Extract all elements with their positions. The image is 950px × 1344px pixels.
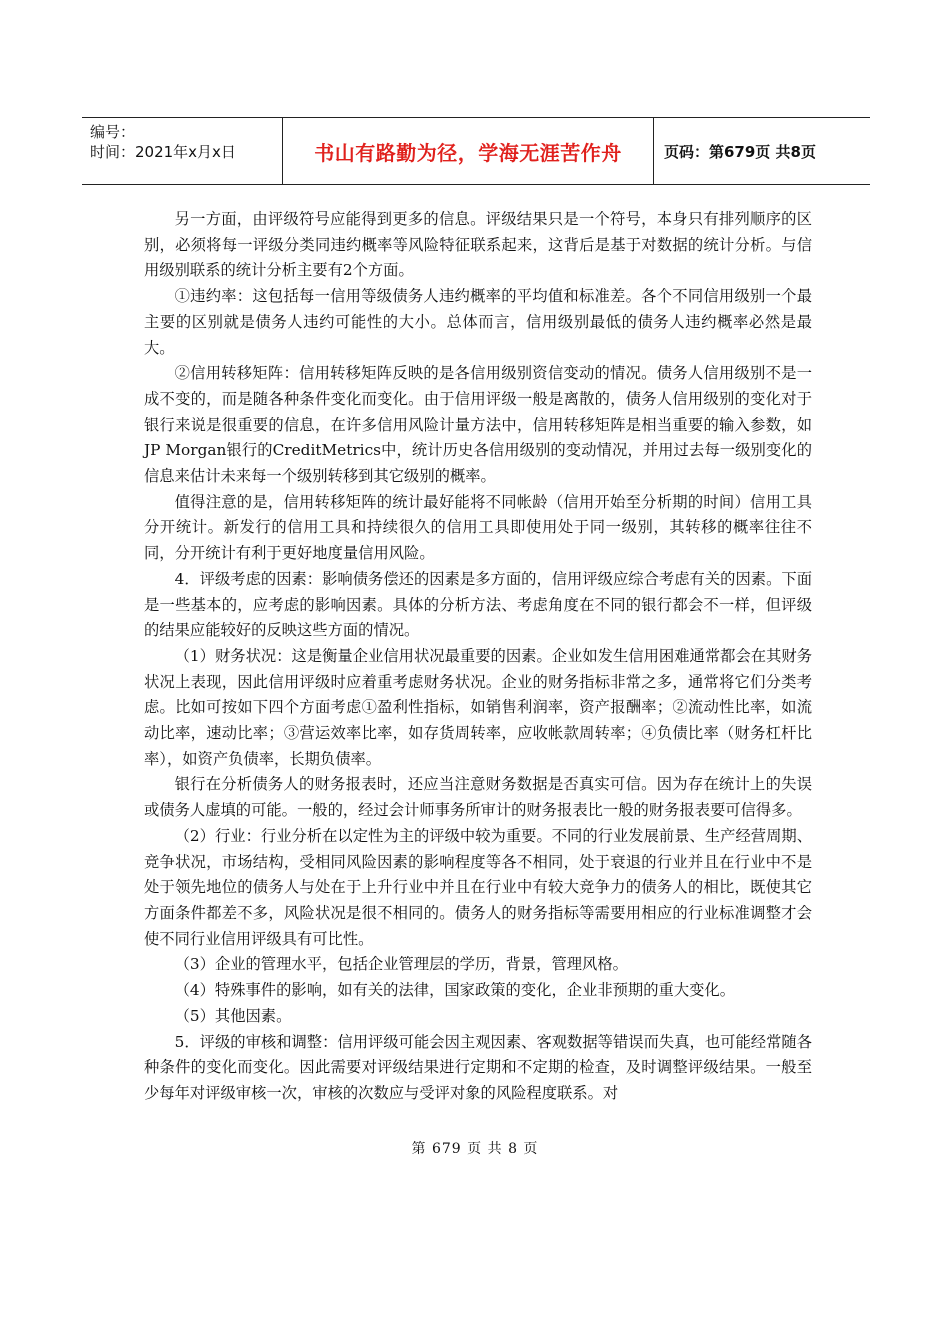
document-time-label: 时间：2021年x月x日 [90,143,236,161]
paragraph: 5．评级的审核和调整：信用评级可能会因主观因素、客观数据等错误而失真，也可能经常随各种条件的变化而变化。因此需要对评级结果进行定期和不定期的检查，及时调整评级结果。一般至少每年对评级审核一次，审核的次数应与受评对象的风险程度联系。对 [144,1032,812,1102]
header-meta [90,122,290,162]
paragraph: （4）特殊事件的影响，如有关的法律，国家政策的变化，企业非预期的重大变化。 [174,981,736,1000]
paragraph: （2）行业：行业分析在以定性为主的评级中较为重要。不同的行业发展前景、生产经营周期、竞争状况，市场结构，受相同风险因素的影响程度等各不相同，处于衰退的行业并且在行业中不是处于领先地位的债务人与处在于上升行业中并且在行业中有较大竞争力的债务人的相比，既使其它方面条件都差不多，风险状况是很不相同的。债务人的财务指标等需要用相应的行业标准调整才会使不同行业信用评级具有可比性。 [144,826,812,948]
paragraph: （3）企业的管理水平，包括企业管理层的学历，背景，管理风格。 [174,955,628,974]
paragraph: （1）财务状况：这是衡量企业信用状况最重要的因素。企业如发生信用困难通常都会在其财务状况上表现，因此信用评级时应着重考虑财务状况。企业的财务指标非常之多，通常将它们分类考虑。比如可按如下四个方面考虑①盈利性指标，如销售利润率，资产报酬率；②流动性比率，如流动比率，速动比率；③营运效率比率，如存货周转率，应收帐款周转率；④负债比率（财务杠杆比率），如资产负债率，长期负债率。 [144,646,812,768]
paragraph: （5）其他因素。 [174,1006,292,1025]
document-body [144,207,812,1107]
paragraph: ②信用转移矩阵：信用转移矩阵反映的是各信用级别资信变动的情况。债务人信用级别不是一成不变的，而是随各种条件变化而变化。由于信用评级一般是离散的，债务人信用级别的变化对于银行来说是很重要的信息，在许多信用风险计量方法中，信用转移矩阵是相当重要的输入参数，如JP Morgan银行的CreditMetrics中，统计历史各信用级别的变动情况，并用过去每一级别变化的信息来估计未来每一个级别转移到其它级别的概率。 [144,364,812,486]
header-motto: 书山有路勤为径，学海无涯苦作舟 [314,140,622,165]
paragraph: 银行在分析债务人的财务报表时，还应当注意财务数据是否真实可信。因为存在统计上的失误或债务人虚填的可能。一般的，经过会计师事务所审计的财务报表比一般的财务报表要可信得多。 [144,775,812,820]
header-motto-cell [282,118,654,184]
paragraph: 4．评级考虑的因素：影响债务偿还的因素是多方面的，信用评级应综合考虑有关的因素。下面是一些基本的，应考虑的影响因素。具体的分析方法、考虑角度在不同的银行都会不一样，但评级的结果应能较好的反映这些方面的情况。 [144,569,812,640]
paragraph: ①违约率：这包括每一信用等级债务人违约概率的平均值和标准差。各个不同信用级别一个最主要的区别就是债务人违约可能性的大小。总体而言，信用级别最低的债务人违约概率必然是最大。 [144,287,812,357]
page-header [82,117,870,185]
paragraph: 值得注意的是，信用转移矩阵的统计最好能将不同帐龄（信用开始至分析期的时间）信用工具分开统计。新发行的信用工具和持续很久的信用工具即使用处于同一级别，其转移的概率往往不同，分开统计有利于更好地度量信用风险。 [144,492,812,563]
page-footer: 第 679 页 共 8 页 [411,1141,539,1157]
header-page-code: 页码：第679页 共8页 [664,142,816,161]
paragraph: 另一方面，由评级符号应能得到更多的信息。评级结果只是一个符号，本身只有排列顺序的区别，必须将每一评级分类同违约概率等风险特征联系起来，这背后是基于对数据的统计分析。与信用级别联系的统计分析主要有2个方面。 [144,210,812,280]
document-number-label: 编号： [90,123,136,141]
